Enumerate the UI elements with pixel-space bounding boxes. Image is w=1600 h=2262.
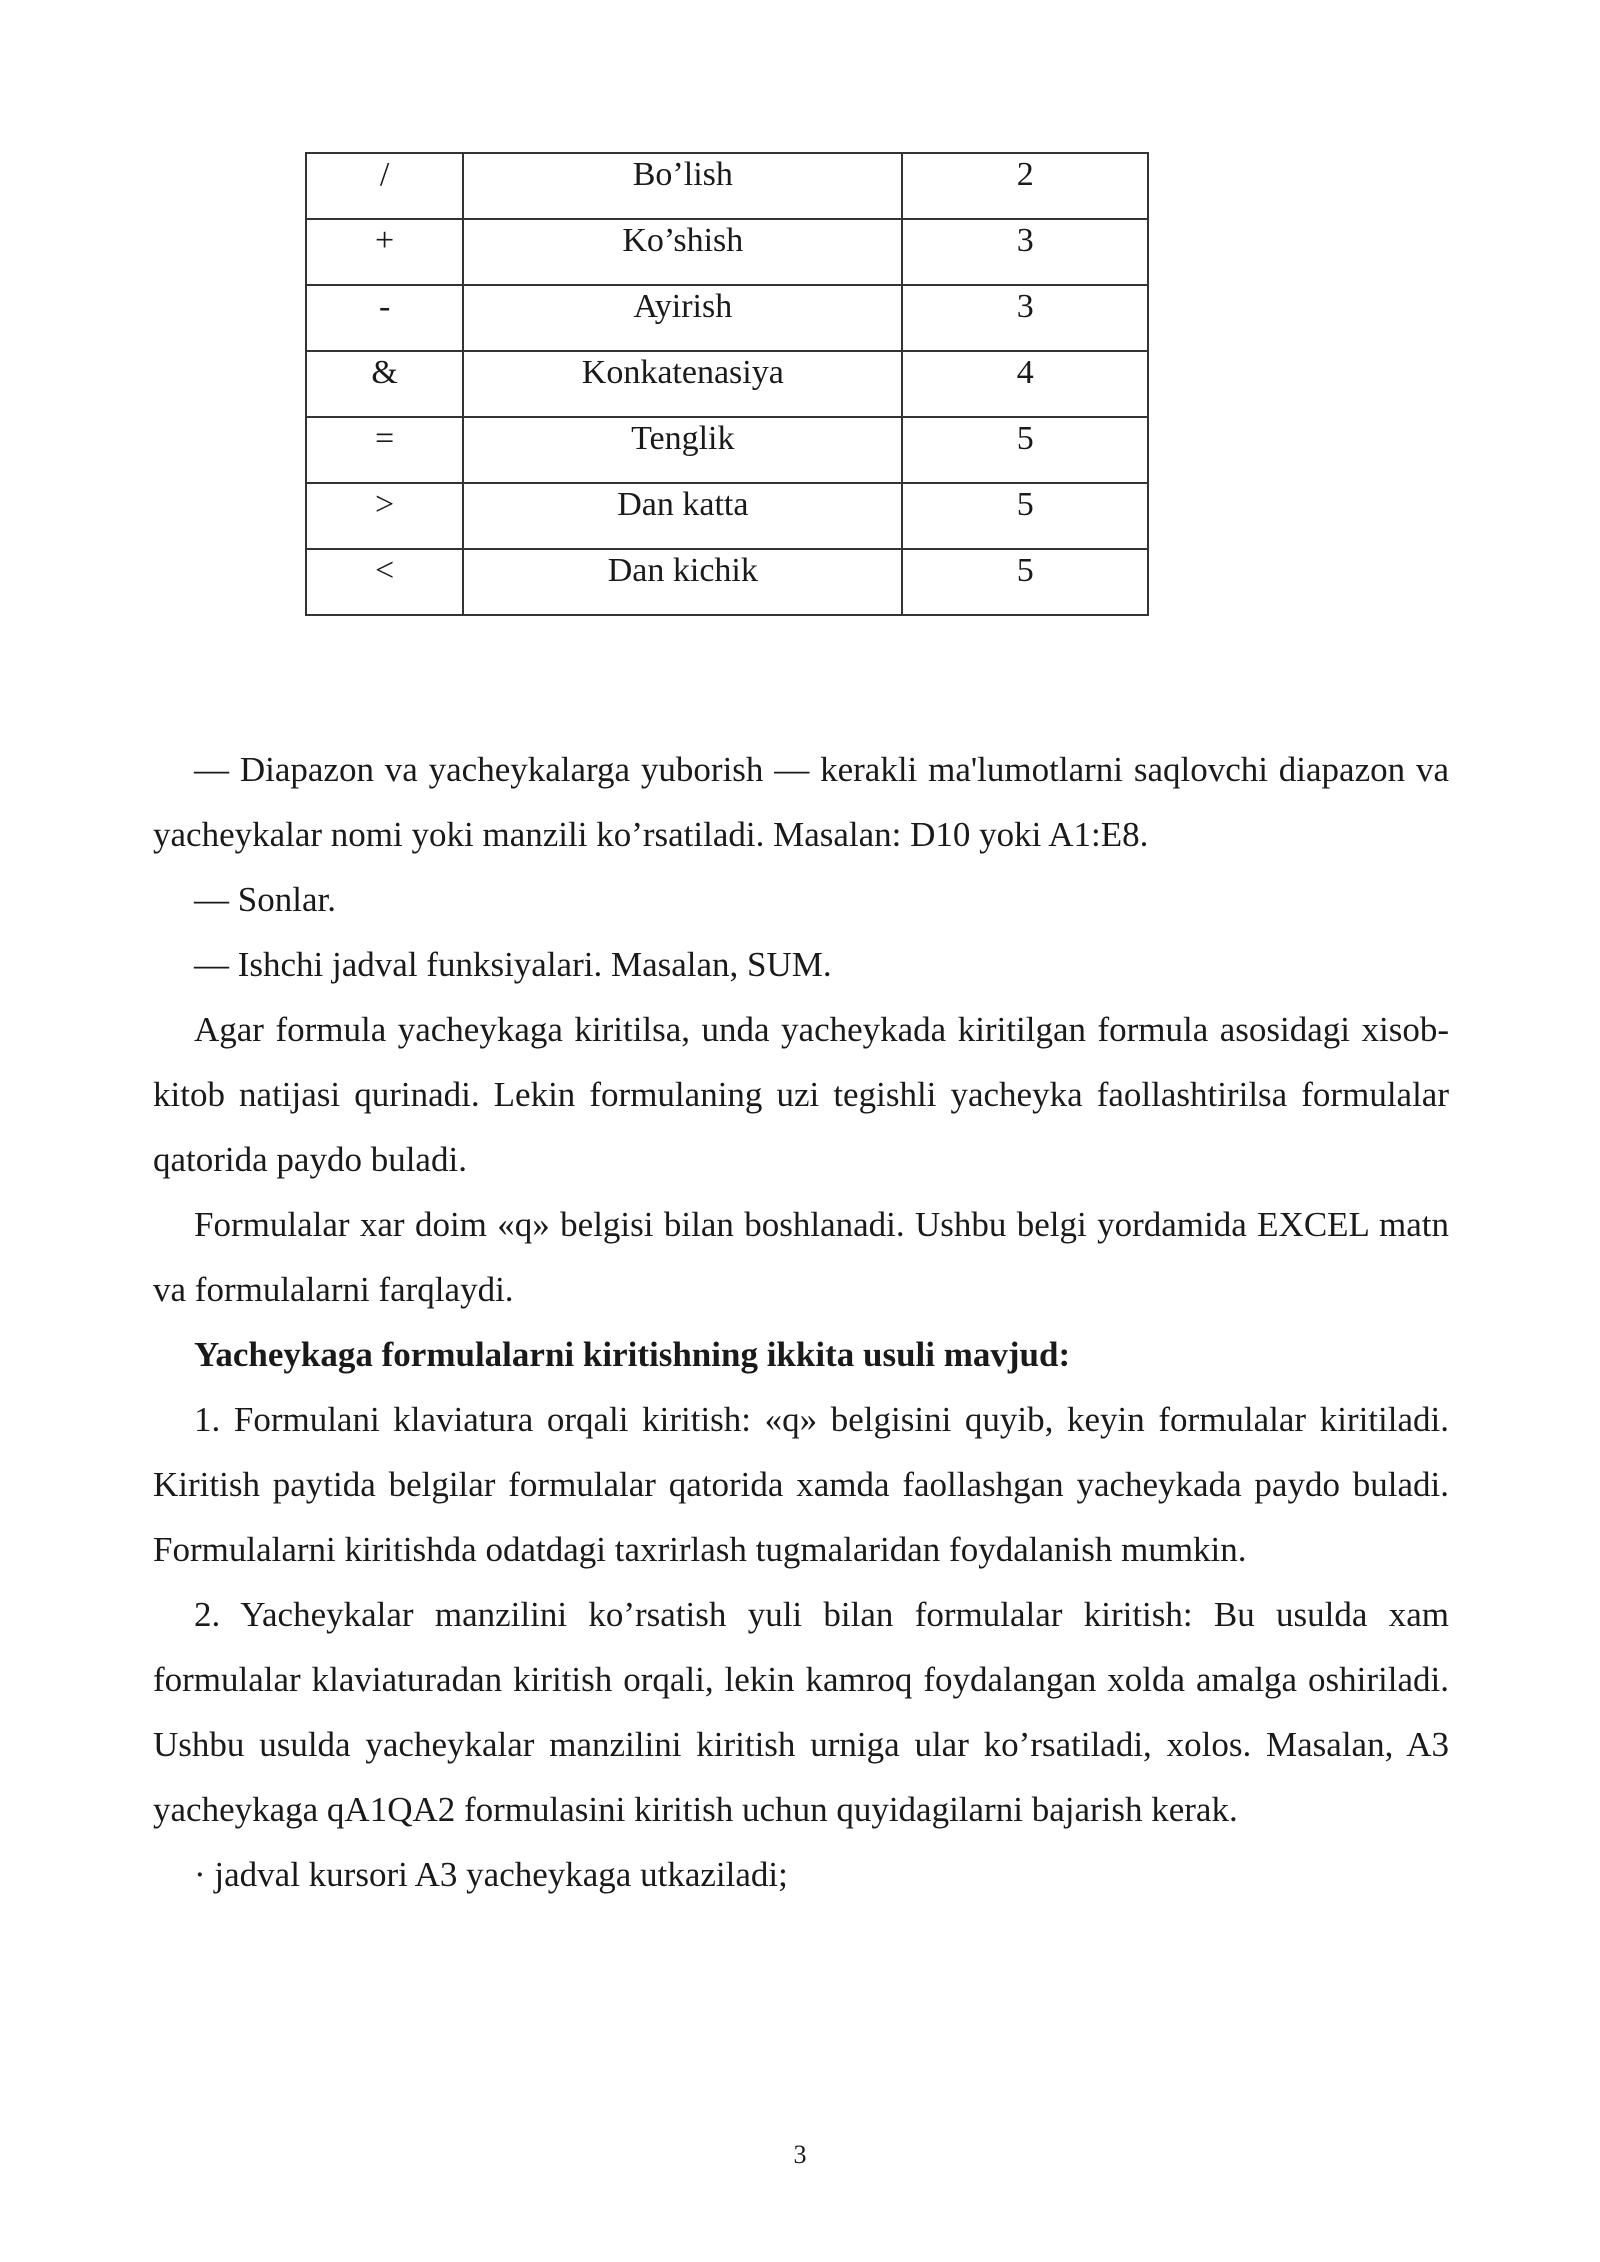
priority-cell: 5 xyxy=(902,549,1148,615)
priority-cell: 2 xyxy=(902,153,1148,219)
operator-cell: / xyxy=(306,153,463,219)
paragraph-formula-start: Formulalar xar doim «q» belgisi bilan boshlanadi. Ushbu belgi yordamida EXCEL matn va formulalarni farqlaydi. xyxy=(153,1205,1449,1309)
operator-cell: < xyxy=(306,549,463,615)
operator-name-cell: Ayirish xyxy=(463,285,902,351)
operator-name-cell: Ko’shish xyxy=(463,219,902,285)
table-row xyxy=(306,351,1148,417)
section-heading: Yacheykaga formulalarni kiritishning ikkita usuli mavjud: xyxy=(194,1335,1071,1374)
priority-cell: 3 xyxy=(902,219,1148,285)
table-row xyxy=(306,549,1148,615)
table-row xyxy=(306,417,1148,483)
priority-cell: 3 xyxy=(902,285,1148,351)
operator-name-cell: Dan kichik xyxy=(463,549,902,615)
operator-cell: & xyxy=(306,351,463,417)
operator-cell: - xyxy=(306,285,463,351)
operator-name-cell: Bo’lish xyxy=(463,153,902,219)
paragraph-numbers: — Sonlar. xyxy=(194,880,336,919)
operator-cell: = xyxy=(306,417,463,483)
table-row xyxy=(306,285,1148,351)
paragraph-bullet-step: · jadval kursori A3 yacheykaga utkaziladi; xyxy=(194,1855,788,1894)
operators-table xyxy=(305,152,1149,616)
operator-name-cell: Dan katta xyxy=(463,483,902,549)
table-row xyxy=(306,153,1148,219)
operator-cell: + xyxy=(306,219,463,285)
priority-cell: 5 xyxy=(902,483,1148,549)
priority-cell: 5 xyxy=(902,417,1148,483)
body-text xyxy=(153,737,1449,1907)
paragraph-range-references: — Diapazon va yacheykalarga yuborish — kerakli ma'lumotlarni saqlovchi diapazon va yacheykalar nomi yoki manzili ko’rsatiladi. Masalan: D10 yoki A1:E8. xyxy=(153,750,1449,854)
operator-name-cell: Tenglik xyxy=(463,417,902,483)
priority-cell: 4 xyxy=(902,351,1148,417)
paragraph-worksheet-functions: — Ishchi jadval funksiyalari. Masalan, SUM. xyxy=(194,945,832,984)
table-row xyxy=(306,483,1148,549)
operator-name-cell: Konkatenasiya xyxy=(463,351,902,417)
paragraph-method-one: 1. Formulani klaviatura orqali kiritish: «q» belgisini quyib, keyin formulalar kiritiladi. Kiritish paytida belgilar formulalar qatorida xamda faollashgan yacheykada paydo buladi. Formulalarni kiritishda odatdagi taxrirlash tugmalaridan foydalanish mumkin. xyxy=(153,1400,1449,1569)
page-number: 3 xyxy=(793,2140,807,2169)
operator-cell: > xyxy=(306,483,463,549)
table-row xyxy=(306,219,1148,285)
paragraph-method-two: 2. Yacheykalar manzilini ko’rsatish yuli bilan formulalar kiritish: Bu usulda xam formulalar klaviaturadan kiritish orqali, lekin kamroq foydalangan xolda amalga oshiriladi. Ushbu usulda yacheykalar manzilini kiritish urniga ular ko’rsatiladi, xolos. Masalan, A3 yacheykaga qA1QA2 formulasini kiritish uchun quyidagilarni bajarish kerak. xyxy=(153,1595,1449,1829)
paragraph-formula-result: Agar formula yacheykaga kiritilsa, unda yacheykada kiritilgan formula asosidagi xisob-kitob natijasi qurinadi. Lekin formulaning uzi tegishli yacheyka faollashtirilsa formulalar qatorida paydo buladi. xyxy=(153,1010,1449,1179)
